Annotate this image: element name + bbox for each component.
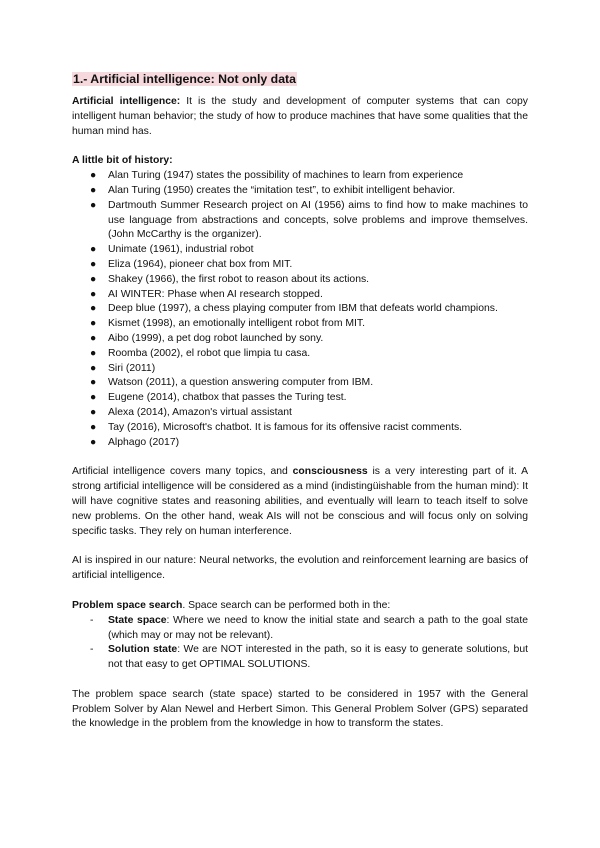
section-title-text: 1.- Artificial intelligence: Not only data: [73, 72, 296, 86]
history-item: [72, 288, 528, 303]
bullet-mark: ●: [90, 258, 97, 270]
bullet-mark: ●: [90, 347, 97, 359]
history-item-text: Aibo (1999), a pet dog robot launched by sony.: [108, 332, 324, 344]
consciousness-after: is a very interesting part of it. A strong artificial intelligence will be considered as a mind (indistingüishable from the human mind): It will have cognitive states and reasoning abilities, and eventually will learn to teach itself to solve new problems. On the other hand, weak AIs will not be conscious and will focus only on solving specific tasks. They rely on human interference.: [72, 466, 528, 537]
bullet-mark: ●: [90, 199, 97, 211]
consciousness-paragraph: [72, 465, 528, 539]
history-item-text: Alexa (2014), Amazon's virtual assistant: [108, 406, 292, 418]
bullet-mark: ●: [90, 406, 97, 418]
problem-space-item: [72, 614, 528, 644]
history-item: [72, 406, 528, 421]
problem-space-paragraph: [72, 599, 528, 614]
bullet-mark: ●: [90, 332, 97, 344]
document-page: [72, 72, 528, 732]
definition-paragraph: [72, 95, 528, 139]
history-item-text: Eugene (2014), chatbox that passes the Turing test.: [108, 392, 347, 404]
history-item: [72, 376, 528, 391]
bullet-mark: ●: [90, 377, 97, 389]
problem-space-rest: . Space search can be performed both in the:: [182, 599, 391, 611]
history-item: [72, 184, 528, 199]
history-item-text: Tay (2016), Microsoft's chatbot. It is famous for its offensive racist comments.: [108, 421, 463, 433]
problem-space-list: [72, 614, 528, 673]
history-item: [72, 421, 528, 436]
history-item-text: Watson (2011), a question answering computer from IBM.: [108, 377, 374, 389]
bullet-mark: ●: [90, 273, 97, 285]
history-item: [72, 302, 528, 317]
history-item: [72, 332, 528, 347]
history-item: [72, 391, 528, 406]
problem-space-item-text: : We are NOT interested in the path, so it is easy to generate solutions, but not that easy to get OPTIMAL SOLUTIONS.: [108, 644, 528, 671]
history-item: [72, 317, 528, 332]
bullet-mark: ●: [90, 421, 97, 433]
history-item-text: Dartmouth Summer Research project on AI (1956) aims to find how to make machines to use language from abstractions and concepts, solve problems and improve themselves. (John McCarthy is the organizer).: [108, 199, 528, 241]
bullet-mark: ●: [90, 392, 97, 404]
history-item-text: Alan Turing (1950) creates the “imitation test”, to exhibit intelligent behavior.: [108, 184, 456, 196]
bullet-mark: ●: [90, 318, 97, 330]
history-item: [72, 273, 528, 288]
bullet-mark: ●: [90, 362, 97, 374]
history-item-text: Kismet (1998), an emotionally intelligent robot from MIT.: [108, 318, 365, 330]
history-item-text: Alphago (2017): [108, 436, 180, 448]
nature-paragraph: AI is inspired in our nature: Neural networks, the evolution and reinforcement learning are basics of artificial intelligence.: [72, 555, 528, 582]
problem-space-item-term: State space: [108, 614, 167, 626]
bullet-mark: ●: [90, 303, 97, 315]
problem-space-item: [72, 643, 528, 673]
problem-space-item-text: : Where we need to know the initial state and search a path to the goal state (which may or may not be relevant).: [108, 614, 528, 641]
history-item: [72, 243, 528, 258]
consciousness-term: consciousness: [292, 466, 368, 478]
history-heading: A little bit of history:: [72, 155, 173, 167]
bullet-mark: ●: [90, 170, 97, 182]
bullet-mark: ●: [90, 288, 97, 300]
gps-paragraph: The problem space search (state space) started to be considered in 1957 with the General Problem Solver by Alan Newel and Herbert Simon. This General Problem Solver (GPS) separated the knowledge in the problem from the knowledge in how to transform the states.: [72, 688, 528, 730]
history-item-text: Siri (2011): [108, 362, 156, 374]
problem-space-item-term: Solution state: [108, 644, 178, 656]
history-item-text: Shakey (1966), the first robot to reason about its actions.: [108, 273, 370, 285]
bullet-mark: ●: [90, 184, 97, 196]
bullet-mark: ●: [90, 244, 97, 256]
history-list: [72, 169, 528, 450]
history-item-text: Unimate (1961), industrial robot: [108, 244, 254, 256]
history-item-text: AI WINTER: Phase when AI research stopped.: [108, 288, 323, 300]
consciousness-before: Artificial intelligence covers many topics, and: [72, 466, 293, 478]
history-item: [72, 199, 528, 243]
history-item: [72, 436, 528, 451]
history-item-text: Alan Turing (1947) states the possibility of machines to learn from experience: [108, 170, 464, 182]
definition-text: It is the study and development of computer systems that can copy intelligent human behavior; the study of how to produce machines that have some qualities that the human mind has.: [72, 96, 528, 137]
section-title: [72, 72, 528, 87]
history-item: [72, 347, 528, 362]
dash-mark: -: [90, 614, 94, 626]
problem-space-term: Problem space search: [72, 599, 183, 611]
history-item-text: Deep blue (1997), a chess playing computer from IBM that defeats world champions.: [108, 303, 498, 315]
definition-term: Artificial intelligence:: [72, 96, 181, 107]
history-item-text: Eliza (1964), pioneer chat box from MIT.: [108, 258, 293, 270]
history-item: [72, 258, 528, 273]
bullet-mark: ●: [90, 436, 97, 448]
history-item: [72, 362, 528, 377]
history-item: [72, 169, 528, 184]
history-item-text: Roomba (2002), el robot que limpia tu casa.: [108, 347, 311, 359]
dash-mark: -: [90, 644, 94, 656]
